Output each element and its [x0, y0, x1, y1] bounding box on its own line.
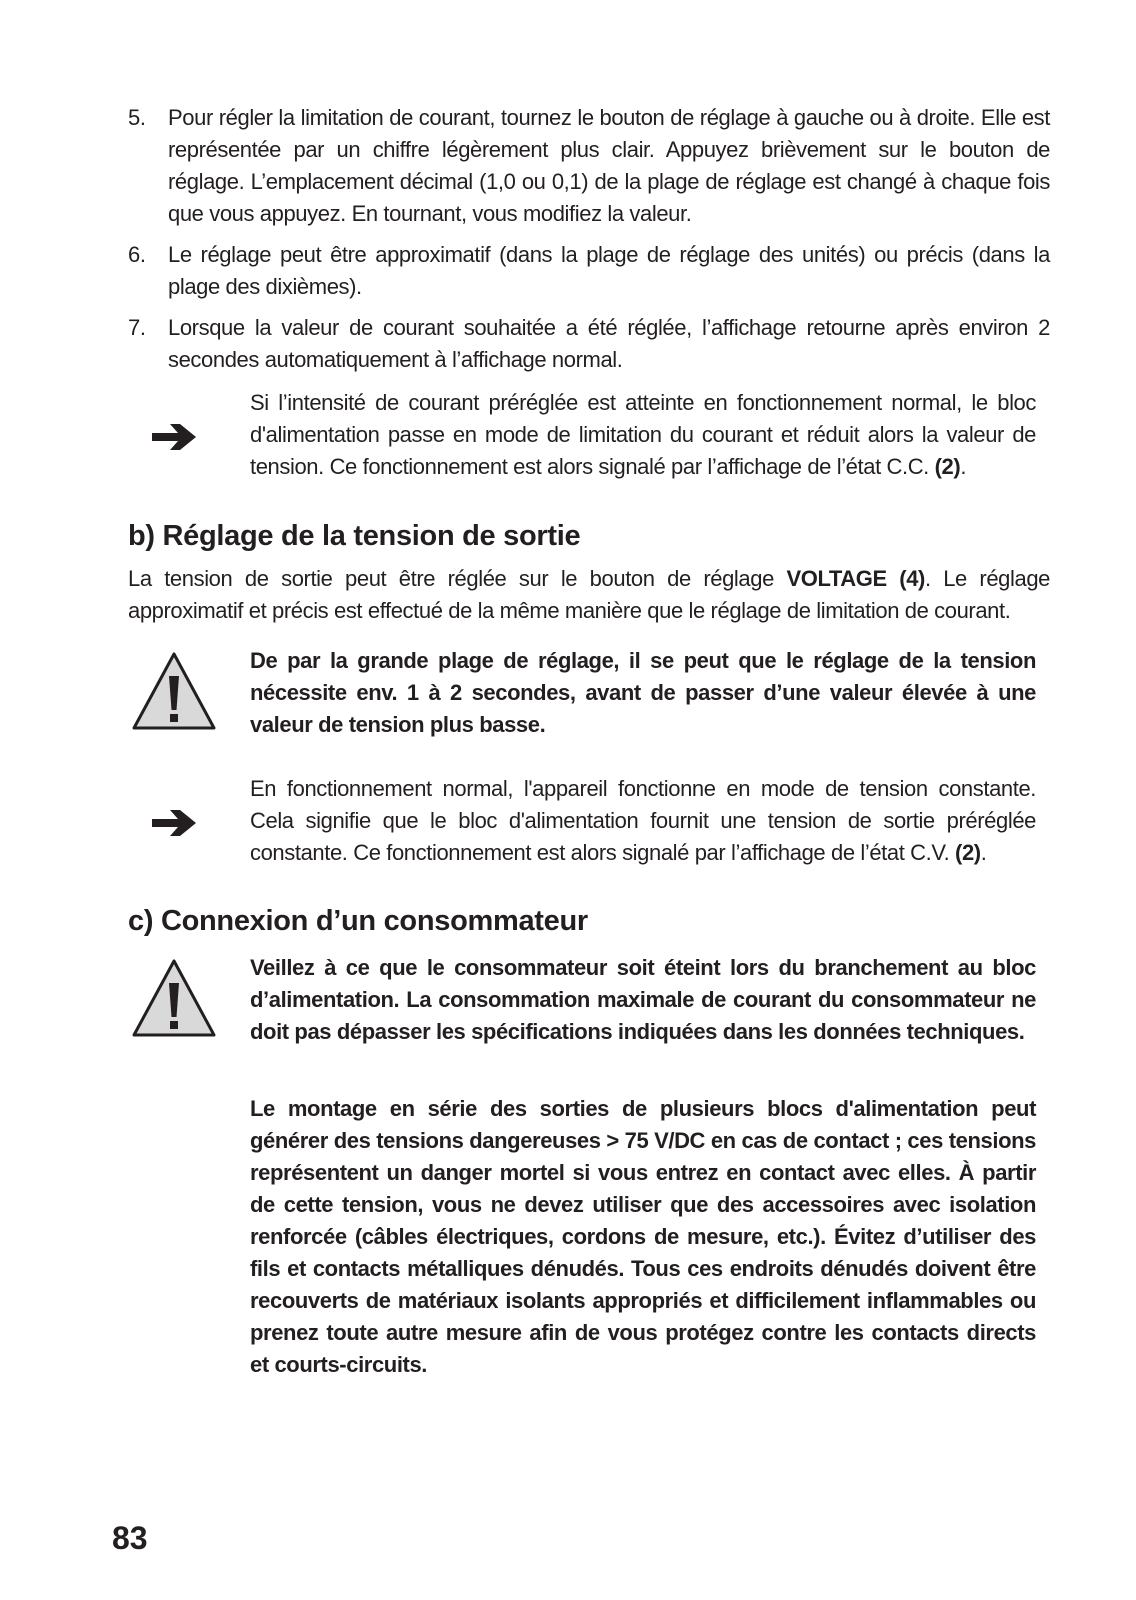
- list-item: [128, 312, 1050, 376]
- list-text: Pour régler la limitation de courant, tournez le bouton de réglage à gauche ou à droite. Elle est représentée par un chiffre légèrement plus clair. Appuyez brièvement sur le bouton de réglage. L’emplacement décimal (1,0 ou 0,1) de la plage de réglage est changé à chaque fois que vous appuyez. En tournant, vous modifiez la valeur.: [168, 105, 1050, 226]
- list-item: [128, 102, 1050, 230]
- note-reference: (2): [955, 840, 981, 865]
- info-note-b: [250, 773, 1036, 869]
- note-text: Si l’intensité de courant préréglée est atteinte en fonctionnement normal, le bloc d'alimentation passe en mode de limitation du courant et réduit alors la valeur de tension. Ce fonctionnement est alors signalé par l’affichage de l’état C.C.: [250, 390, 1036, 479]
- paragraph-text-end: . Le réglage approximatif et précis est effectué de la même manière que le réglage de limitation de courant.: [128, 566, 1051, 623]
- list-text: Le réglage peut être approximatif (dans la plage de réglage des unités) ou précis (dans la plage des dixièmes).: [168, 242, 1050, 299]
- warning-text-c1: Veillez à ce que le consommateur soit éteint lors du branchement au bloc d’alimentation. La consommation maximale de courant du consommateur ne doit pas dépasser les spécifications indiquées dans les données techniques.: [250, 955, 1036, 1044]
- note-end: .: [960, 454, 967, 479]
- list-text: Lorsque la valeur de courant souhaitée a été réglée, l’affichage retourne après environ 2 secondes automatiquement à l’affichage normal.: [168, 315, 1050, 372]
- list-item: [128, 239, 1050, 303]
- info-note: [250, 387, 1036, 483]
- list-number: 7.: [128, 315, 146, 340]
- note-text: En fonctionnement normal, l'appareil fonctionne en mode de tension constante. Cela signifie que le bloc d'alimentation fournit une tension de sortie préréglée constante. Ce fonctionnement est alors signalé par l’affichage de l’état C.V.: [250, 776, 1036, 865]
- section-b-paragraph: [128, 563, 1050, 627]
- warning-triangle-icon: [130, 957, 218, 1039]
- voltage-label: VOLTAGE (4): [786, 566, 925, 591]
- warning-triangle-icon: [130, 650, 218, 732]
- numbered-list: [128, 102, 1050, 376]
- note-end: .: [980, 840, 987, 865]
- section-heading-c: c) Connexion d’un consommateur: [128, 905, 588, 937]
- section-heading-b: b) Réglage de la tension de sortie: [128, 520, 581, 552]
- arrow-right-icon: [150, 420, 200, 454]
- warning-text-b: De par la grande plage de réglage, il se peut que le réglage de la tension nécessite env. 1 à 2 secondes, avant de passer d’une valeur élevée à une valeur de tension plus basse.: [250, 648, 1036, 737]
- list-number: 6.: [128, 242, 146, 267]
- arrow-right-icon: [150, 806, 200, 840]
- warning-text-c2: Le montage en série des sorties de plusieurs blocs d'alimentation peut générer des tensions dangereuses > 75 V/DC en cas de contact ; ces tensions représentent un danger mortel si vous entrez en contact avec elles. À partir de cette tension, vous ne devez utiliser que des accessoires avec isolation renforcée (câbles électriques, cordons de mesure, etc.). Évitez d’utiliser des fils et contacts métalliques dénudés. Tous ces endroits dénudés doivent être recouverts de matériaux isolants appropriés et difficilement inflammables ou prenez toute autre mesure afin de vous protégez contre les contacts directs et courts-circuits.: [250, 1096, 1036, 1377]
- paragraph-text: La tension de sortie peut être réglée sur le bouton de réglage: [128, 566, 787, 591]
- list-number: 5.: [128, 105, 146, 130]
- page-number: 83: [112, 1520, 148, 1556]
- note-reference: (2): [934, 454, 961, 479]
